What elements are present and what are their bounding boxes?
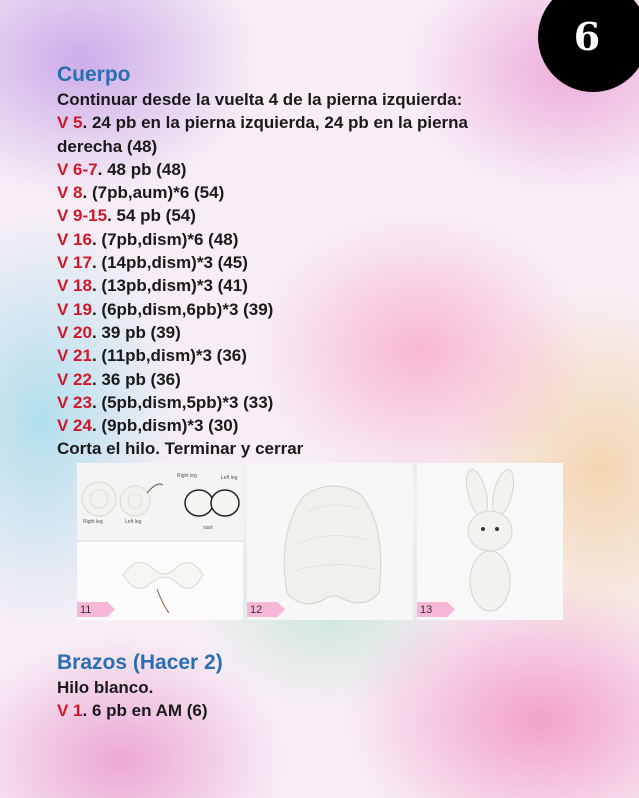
body-illustration [247, 463, 413, 620]
round-line [57, 391, 537, 414]
round-line-continuation: derecha (48) [57, 136, 158, 156]
round-text: . 6 pb en AM (6) [82, 701, 208, 721]
round-text: . (7pb,aum)*6 (54) [82, 183, 225, 203]
legs-illustration [77, 463, 243, 620]
round-label: V 18 [57, 276, 92, 296]
round-label: V 16 [57, 229, 92, 249]
round-text: . 48 pb (48) [97, 159, 187, 179]
round-line [57, 298, 537, 321]
round-line [57, 274, 537, 297]
brazos-section [57, 650, 537, 723]
round-text: . (13pb,dism)*3 (41) [91, 276, 248, 296]
round-text: . (6pb,dism,6pb)*3 (39) [91, 299, 274, 319]
round-label: V 9-15 [57, 206, 108, 226]
cuerpo-section [57, 62, 537, 461]
round-label: V 8 [57, 183, 83, 203]
cuerpo-title: Cuerpo [57, 63, 131, 86]
round-line [57, 228, 537, 251]
page-number: 6 [573, 14, 601, 59]
round-label: V 6-7 [57, 159, 98, 179]
round-text: . (5pb,dism,5pb)*3 (33) [91, 392, 274, 412]
round-line [57, 321, 537, 344]
round-label: V 23 [57, 392, 92, 412]
left-leg-label-2: Left leg [221, 475, 238, 481]
round-label: V 19 [57, 299, 92, 319]
round-text: . 36 pb (36) [91, 369, 181, 389]
step-11-number: 11 [80, 604, 92, 616]
round-line [57, 111, 537, 134]
round-label: V 22 [57, 369, 92, 389]
round-text: . (7pb,dism)*6 (48) [91, 229, 239, 249]
step-13-photo [417, 463, 563, 620]
round-line [57, 368, 537, 391]
round-line [57, 158, 537, 181]
round-text: . (9pb,dism)*3 (30) [91, 416, 239, 436]
round-line [57, 699, 537, 722]
round-line [57, 414, 537, 437]
round-label: V 5 [57, 113, 83, 133]
bunny-illustration [417, 463, 563, 620]
brazos-yarn: Hilo blanco. [57, 678, 154, 697]
step-photos [77, 463, 563, 620]
round-line [57, 344, 537, 367]
start-label: start [203, 525, 213, 531]
round-line [57, 181, 537, 204]
round-label: V 20 [57, 322, 92, 342]
round-label: V 1 [57, 701, 83, 721]
round-text: . 54 pb (54) [107, 206, 196, 226]
cuerpo-intro: Continuar desde la vuelta 4 de la pierna izquierda: [57, 90, 463, 109]
round-label: V 21 [57, 346, 92, 366]
brazos-title: Brazos (Hacer 2) [57, 651, 223, 674]
left-leg-label: Left leg [125, 519, 142, 525]
step-12-photo [247, 463, 413, 620]
round-text: . 24 pb en la pierna izquierda, 24 pb en la pierna [82, 113, 468, 133]
right-leg-label-2: Right leg [177, 473, 197, 479]
step-11-photo [77, 463, 243, 620]
round-line [57, 204, 537, 227]
right-leg-label: Right leg [83, 519, 103, 525]
step-13-number: 13 [420, 604, 433, 616]
round-text: . (11pb,dism)*3 (36) [91, 346, 247, 366]
round-line [57, 251, 537, 274]
step-12-number: 12 [250, 604, 263, 616]
round-text: . 39 pb (39) [91, 322, 181, 342]
round-label: V 24 [57, 416, 92, 436]
round-text: . (14pb,dism)*3 (45) [91, 253, 248, 273]
round-label: V 17 [57, 253, 92, 273]
closing-instruction: Corta el hilo. Terminar y cerrar [57, 439, 304, 459]
